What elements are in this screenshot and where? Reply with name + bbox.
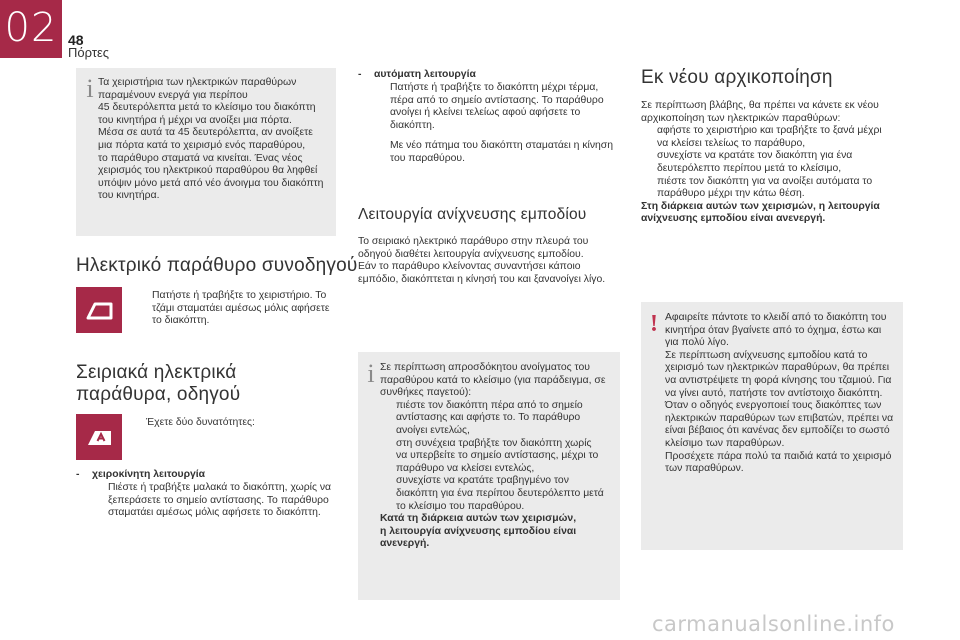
text-line: των παραθύρων. bbox=[665, 463, 744, 475]
text-line: Πατήστε ή τραβήξτε το χειριστήριο. Το bbox=[152, 290, 327, 301]
text-line: υπόψιν μόνο μετά από νέο άνοιγμα του διακόπτη bbox=[98, 177, 324, 189]
text-line: του παραθύρου. bbox=[390, 152, 465, 164]
chapter-number: 02 bbox=[4, 5, 58, 51]
text-line: του κινητήρα ή μέχρι να ανοίξει μια πόρτα. bbox=[98, 114, 292, 126]
text-line: κλείσιμο των παραθύρων. bbox=[665, 437, 785, 449]
reinit-bold-note bbox=[641, 201, 906, 226]
auto-window-switch-icon bbox=[76, 414, 122, 460]
reinitialisation-heading: Εκ νέου αρχικοποίηση bbox=[641, 67, 833, 88]
reinit-step-2 bbox=[641, 150, 906, 175]
page-section-title: Πόρτες bbox=[68, 45, 110, 60]
chapter-tab bbox=[0, 0, 62, 58]
text-line: παράθυρο να κλείσει εντελώς, bbox=[396, 462, 535, 474]
text-line: διακόπτη. bbox=[390, 119, 435, 131]
text-line: Πατήστε ή τραβήξτε το διακόπτη μέχρι τέρμα, bbox=[390, 82, 599, 93]
info-step-3 bbox=[380, 475, 618, 513]
text-line: αφήστε το χειριστήριο και τραβήξτε το ξανά μέχρι bbox=[657, 125, 882, 137]
info-box-text bbox=[380, 362, 618, 551]
text-line: ξεπεράσετε το σημείο αντίστασης. Το παράθυρο bbox=[108, 494, 329, 506]
text-line: να υπερβείτε το σημείο αντίστασης, μέχρι το bbox=[396, 450, 599, 462]
text-line: πέρα από το σημείο αντίστασης. Το παράθυρο bbox=[390, 94, 604, 106]
passenger-window-heading: Ηλεκτρικό παράθυρο συνοδηγού bbox=[76, 255, 358, 276]
reinit-step-1 bbox=[641, 125, 906, 150]
window-switch-icon bbox=[76, 287, 122, 333]
text-line: ηλεκτρικών παραθύρων των επιβατών, πρέπει να bbox=[665, 412, 894, 424]
text-line: να γίνει αυτό, πατήστε τον αντίστοιχο διακόπτη. bbox=[665, 387, 883, 399]
manual-mode-title: χειροκίνητη λειτουργία bbox=[92, 469, 206, 480]
text-line: τζάμι σταματάει αμέσως μόλις αφήσετε bbox=[152, 302, 330, 314]
text-line: παραθύρου κατά το κλείσιμο (για παράδειγμα, σε bbox=[380, 374, 606, 386]
page-number: 48 bbox=[68, 32, 84, 48]
auto-mode-step-1 bbox=[374, 82, 624, 132]
text-line: του κινητήρα. bbox=[98, 190, 160, 202]
info-box-bold-note bbox=[380, 513, 618, 551]
text-line: η λειτουργία ανίχνευσης εμποδίου είναι bbox=[380, 525, 577, 537]
text-line: πιέστε τον διακόπτη για να ανοίξει αυτόματα το bbox=[657, 175, 873, 187]
info-step-2 bbox=[380, 438, 618, 476]
auto-mode-label bbox=[358, 69, 620, 82]
text-line: δευτερόλεπτο περίπου μετά το κλείσιμο, bbox=[657, 162, 842, 174]
text-line: χειρισμός του ηλεκτρικού παραθύρου θα ληφθεί bbox=[98, 165, 318, 177]
anti-pinch-heading: Λειτουργία ανίχνευσης εμποδίου bbox=[358, 206, 587, 223]
text-line: το κλείσιμο του παραθύρου. bbox=[396, 500, 525, 512]
text-line: συνεχίστε να κρατάτε τραβηγμένο τον bbox=[396, 475, 569, 487]
text-line: ανοίγει εντελώς, bbox=[396, 424, 470, 436]
text-line: το διακόπτη. bbox=[152, 315, 210, 327]
watermark: carmanualsonline.info bbox=[652, 612, 895, 636]
sequential-intro: Έχετε δύο δυνατότητες: bbox=[146, 417, 255, 428]
text-line: ανίχνευσης εμποδίου είναι ανενεργή. bbox=[641, 213, 826, 225]
sequential-windows-heading bbox=[76, 362, 240, 406]
text-line: πιέστε τον διακόπτη πέρα από το σημείο bbox=[396, 399, 583, 411]
text-line: Εάν το παράθυρο κλείνοντας συναντήσει κάποιο bbox=[358, 261, 581, 273]
text-line: παράθυρο μέχρι την κάτω θέση. bbox=[657, 188, 805, 200]
dash-glyph: - bbox=[76, 469, 80, 480]
text-line: Μέσα σε αυτά τα 45 δευτερόλεπτα, αν ανοίξετε bbox=[98, 127, 313, 139]
text-line: συνεχίστε να κρατάτε τον διακόπτη για ένα bbox=[657, 150, 853, 162]
text-line: ανενεργή. bbox=[380, 538, 430, 550]
text-line: Σε περίπτωση απροσδόκητου ανοίγματος του bbox=[380, 362, 590, 373]
text-line: 45 δευτερόλεπτα μετά το κλείσιμο του διακόπτη bbox=[98, 102, 316, 114]
info-box-text bbox=[98, 77, 334, 203]
text-line: Πιέστε ή τραβήξτε μαλακά το διακόπτη, χωρίς να bbox=[108, 482, 332, 493]
info-box-timeout bbox=[76, 68, 336, 236]
text-line: αρχικοποίηση των ηλεκτρικών παραθύρων: bbox=[641, 112, 841, 124]
text-line: το παράθυρο σταματά να κινείται. Ένας νέος bbox=[98, 152, 303, 164]
text-line: να κλείσει τελείως το παράθυρο, bbox=[657, 137, 806, 149]
heading-line: παράθυρα, οδηγού bbox=[76, 384, 241, 405]
text-line: Σε περίπτωση βλάβης, θα πρέπει να κάνετε εκ νέου bbox=[641, 100, 879, 111]
text-line: Σε περίπτωση ανίχνευσης εμποδίου κατά το bbox=[665, 349, 868, 361]
anti-pinch-text bbox=[358, 236, 623, 286]
text-line: είναι βέβαιος ότι κανένας δεν εμποδίζει το σωστό bbox=[665, 425, 890, 437]
text-line: να αντιστρέψετε τη φορά κίνησης του τζαμιού. Για bbox=[665, 374, 892, 386]
info-icon: i bbox=[367, 359, 375, 388]
text-line: Με νέο πάτημα του διακόπτη σταματάει η κίνηση bbox=[390, 140, 614, 151]
heading-line: Σειριακά ηλεκτρικά bbox=[76, 362, 237, 383]
text-line: εμπόδιο, διακόπτεται η κίνησή του και ξανανοίγει λίγο. bbox=[358, 273, 606, 285]
text-line: σταματάει αμέσως μόλις αφήσετε το διακόπτη. bbox=[108, 507, 321, 519]
text-line: χειρισμό των ηλεκτρικών παραθύρων, θα πρέπει bbox=[665, 362, 890, 374]
auto-mode-title: αυτόματη λειτουργία bbox=[374, 69, 476, 80]
text-line: Κατά τη διάρκεια αυτών των χειρισμών, bbox=[380, 513, 577, 525]
manual-mode-instructions bbox=[92, 482, 342, 520]
text-line: Τα χειριστήρια των ηλεκτρικών παραθύρων bbox=[98, 77, 297, 88]
text-line: αντίστασης και αφήστε το. Το παράθυρο bbox=[396, 412, 581, 424]
info-icon: i bbox=[86, 74, 94, 103]
text-line: Το σειριακό ηλεκτρικό παράθυρο στην πλευρά του bbox=[358, 236, 589, 247]
text-line: διακόπτη για ένα περίπου δευτερόλεπτο μετά bbox=[396, 487, 604, 499]
dash-glyph: - bbox=[358, 69, 362, 80]
text-line: Αφαιρείτε πάντοτε το κλειδί από το διακόπτη του bbox=[665, 312, 887, 323]
info-step-1 bbox=[380, 400, 618, 438]
text-line: Όταν ο οδηγός ενεργοποιεί τους διακόπτες των bbox=[665, 400, 882, 412]
reinit-step-3 bbox=[641, 176, 906, 201]
text-line: για πολύ λίγο. bbox=[665, 337, 729, 349]
text-line: στη συνέχεια τραβήξτε τον διακόπτη χωρίς bbox=[396, 437, 592, 449]
text-line: μια πόρτα κατά το χειρισμό ενός παραθύρου, bbox=[98, 139, 306, 151]
manual-mode-label bbox=[76, 469, 338, 482]
text-line: Στη διάρκεια αυτών των χειρισμών, η λειτουργία bbox=[641, 200, 880, 212]
text-line: συνθήκες παγετού): bbox=[380, 387, 472, 399]
warning-box-text bbox=[665, 312, 901, 476]
info-box-unexpected-opening bbox=[358, 352, 620, 600]
passenger-instructions bbox=[136, 290, 341, 328]
text-line: οδηγού διαθέτει λειτουργία ανίχνευσης εμποδίου. bbox=[358, 248, 584, 260]
reinitialisation-text bbox=[641, 100, 906, 226]
warning-box bbox=[641, 302, 903, 550]
text-line: Προσέχετε πάρα πολύ τα παιδιά κατά το χειρισμό bbox=[665, 450, 892, 462]
warning-icon: ! bbox=[650, 311, 658, 337]
driver-switch-pictogram bbox=[76, 414, 122, 460]
passenger-switch-pictogram bbox=[76, 287, 122, 333]
auto-mode-step-2 bbox=[374, 140, 624, 165]
text-line: ανοίγει ή κλείνει τελείως αφού αφήσετε το bbox=[390, 107, 581, 119]
text-line: παραμένουν ενεργά για περίπου bbox=[98, 89, 248, 101]
text-line: κινητήρα όταν βγαίνετε από το όχημα, έστω και bbox=[665, 324, 882, 336]
